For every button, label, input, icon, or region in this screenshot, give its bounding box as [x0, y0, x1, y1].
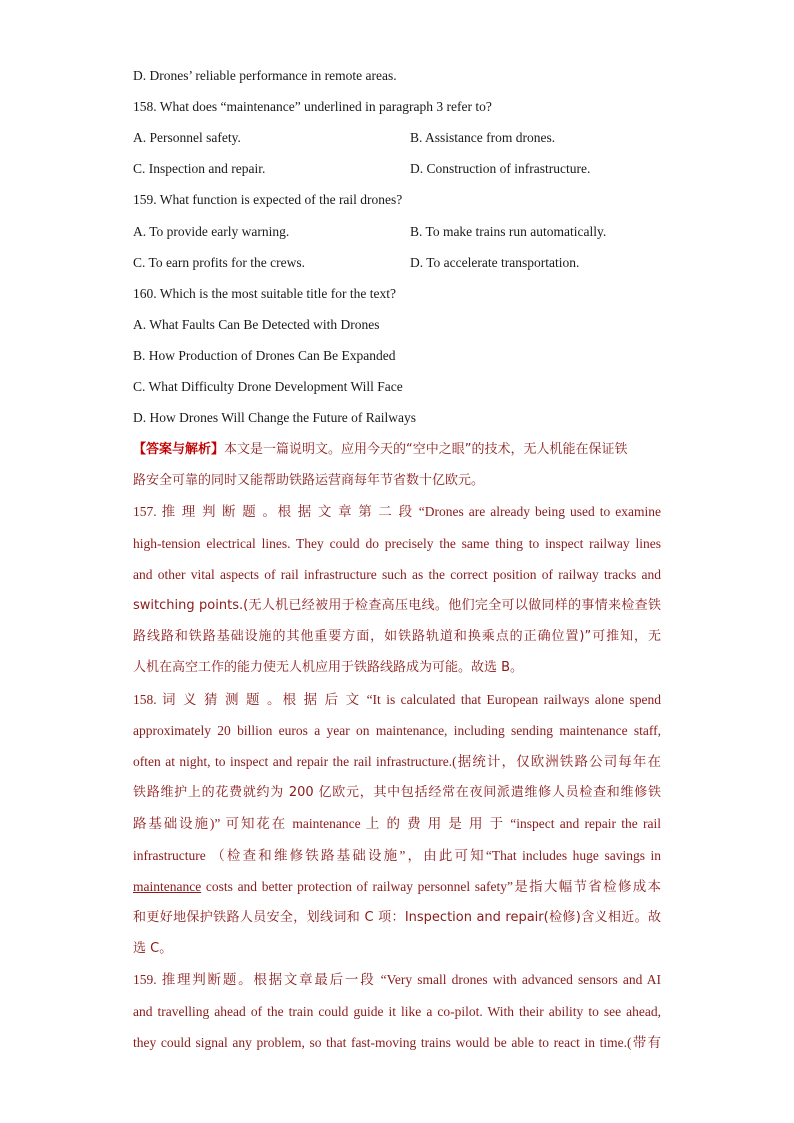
answer-158-line-2: approximately 20 billion euros a year on maintenance, including sending maintenance staff,	[133, 723, 661, 738]
q158-option-b: B. Assistance from drones.	[410, 130, 556, 145]
answer-157-line-2: high-tension electrical lines. They could do precisely the same thing to inspect railway lines	[133, 536, 661, 551]
q160-stem: 160. Which is the most suitable title for the text?	[133, 286, 396, 301]
q159-option-b: B. To make trains run automatically.	[410, 224, 607, 239]
answer-159-line-2: and travelling ahead of the train could guide it like a co-pilot. With their ability to see ahead,	[133, 1004, 661, 1019]
answer-157-line-1: 157. 推 理 判 断 题 。根 据 文 章 第 二 段 “Drones are already being used to examine	[133, 504, 661, 519]
answer-158-line-3: often at night, to inspect and repair the rail infrastructure.(据统计，仅欧洲铁路公司每年在	[133, 754, 661, 769]
q158-option-d: D. Construction of infrastructure.	[410, 161, 591, 176]
answer-157-line-4: switching points.(无人机已经被用于检查高压电线。他们完全可以做同样的事情来检查铁	[133, 598, 661, 613]
answer-158-line-4: 铁路维护上的花费就约为 200 亿欧元，其中包括经常在夜间派遣维修人员检查和维修铁	[133, 785, 661, 800]
analysis-summary-text: 本文是一篇说明文。应用今天的“空中之眼”的技术，无人机能在保证铁	[224, 442, 628, 457]
answer-158-line-6: infrastructure （检查和维修铁路基础设施”，由此可知“That includes huge savings in	[133, 848, 661, 863]
q158-option-a: A. Personnel safety.	[133, 130, 241, 145]
q160-option-c: C. What Difficulty Drone Development Will Face	[133, 379, 403, 394]
answer-159-line-3: they could signal any problem, so that fast-moving trains would be able to react in time.(带有	[133, 1035, 661, 1050]
analysis-header-label: 【答案与解析】	[133, 442, 225, 457]
analysis-summary-line-2: 路安全可靠的同时又能帮助铁路运营商每年节省数十亿欧元。	[133, 473, 485, 488]
answer-158-line-9: 选 C。	[133, 941, 173, 956]
q158-stem: 158. What does “maintenance” underlined in paragraph 3 refer to?	[133, 99, 492, 114]
q160-option-b: B. How Production of Drones Can Be Expanded	[133, 348, 396, 363]
q158-option-c: C. Inspection and repair.	[133, 161, 266, 176]
q157-option-d: D. Drones’ reliable performance in remote areas.	[133, 68, 397, 83]
q159-stem: 159. What function is expected of the rail drones?	[133, 192, 403, 207]
answer-159-line-1: 159. 推理判断题。根据文章最后一段 “Very small drones with advanced sensors and AI	[133, 972, 661, 987]
answer-158-line-7	[133, 878, 661, 896]
answer-158-line-5: 路基础设施)” 可知花在 maintenance 上 的 费 用 是 用 于 “inspect and repair the rail	[133, 816, 661, 831]
answer-158-line-1: 158. 词 义 猜 测 题 。根 据 后 文 “It is calculated that European railways alone spend	[133, 692, 661, 707]
analysis-summary-line-1	[133, 441, 661, 459]
q160-option-a: A. What Faults Can Be Detected with Drones	[133, 317, 380, 332]
answer-157-line-3: and other vital aspects of rail infrastructure such as the correct position of railway tracks and	[133, 567, 661, 582]
answer-158-line-7-rest: costs and better protection of railway personnel safety”是指大幅节省检修成本	[201, 879, 661, 894]
q159-option-c: C. To earn profits for the crews.	[133, 255, 306, 270]
answer-157-line-6: 人机在高空工作的能力使无人机应用于铁路线路成为可能。故选 B。	[133, 660, 524, 675]
answer-157-line-5: 路线路和铁路基础设施的其他重要方面，如铁路轨道和换乘点的正确位置)”可推知，无	[133, 629, 661, 644]
q159-option-d: D. To accelerate transportation.	[410, 255, 580, 270]
q160-option-d: D. How Drones Will Change the Future of Railways	[133, 410, 417, 425]
underlined-word-maintenance: maintenance	[133, 879, 202, 894]
answer-158-line-8: 和更好地保护铁路人员安全，划线词和 C 项：Inspection and repair(检修)含义相近。故	[133, 910, 661, 925]
q159-option-a: A. To provide early warning.	[133, 224, 290, 239]
